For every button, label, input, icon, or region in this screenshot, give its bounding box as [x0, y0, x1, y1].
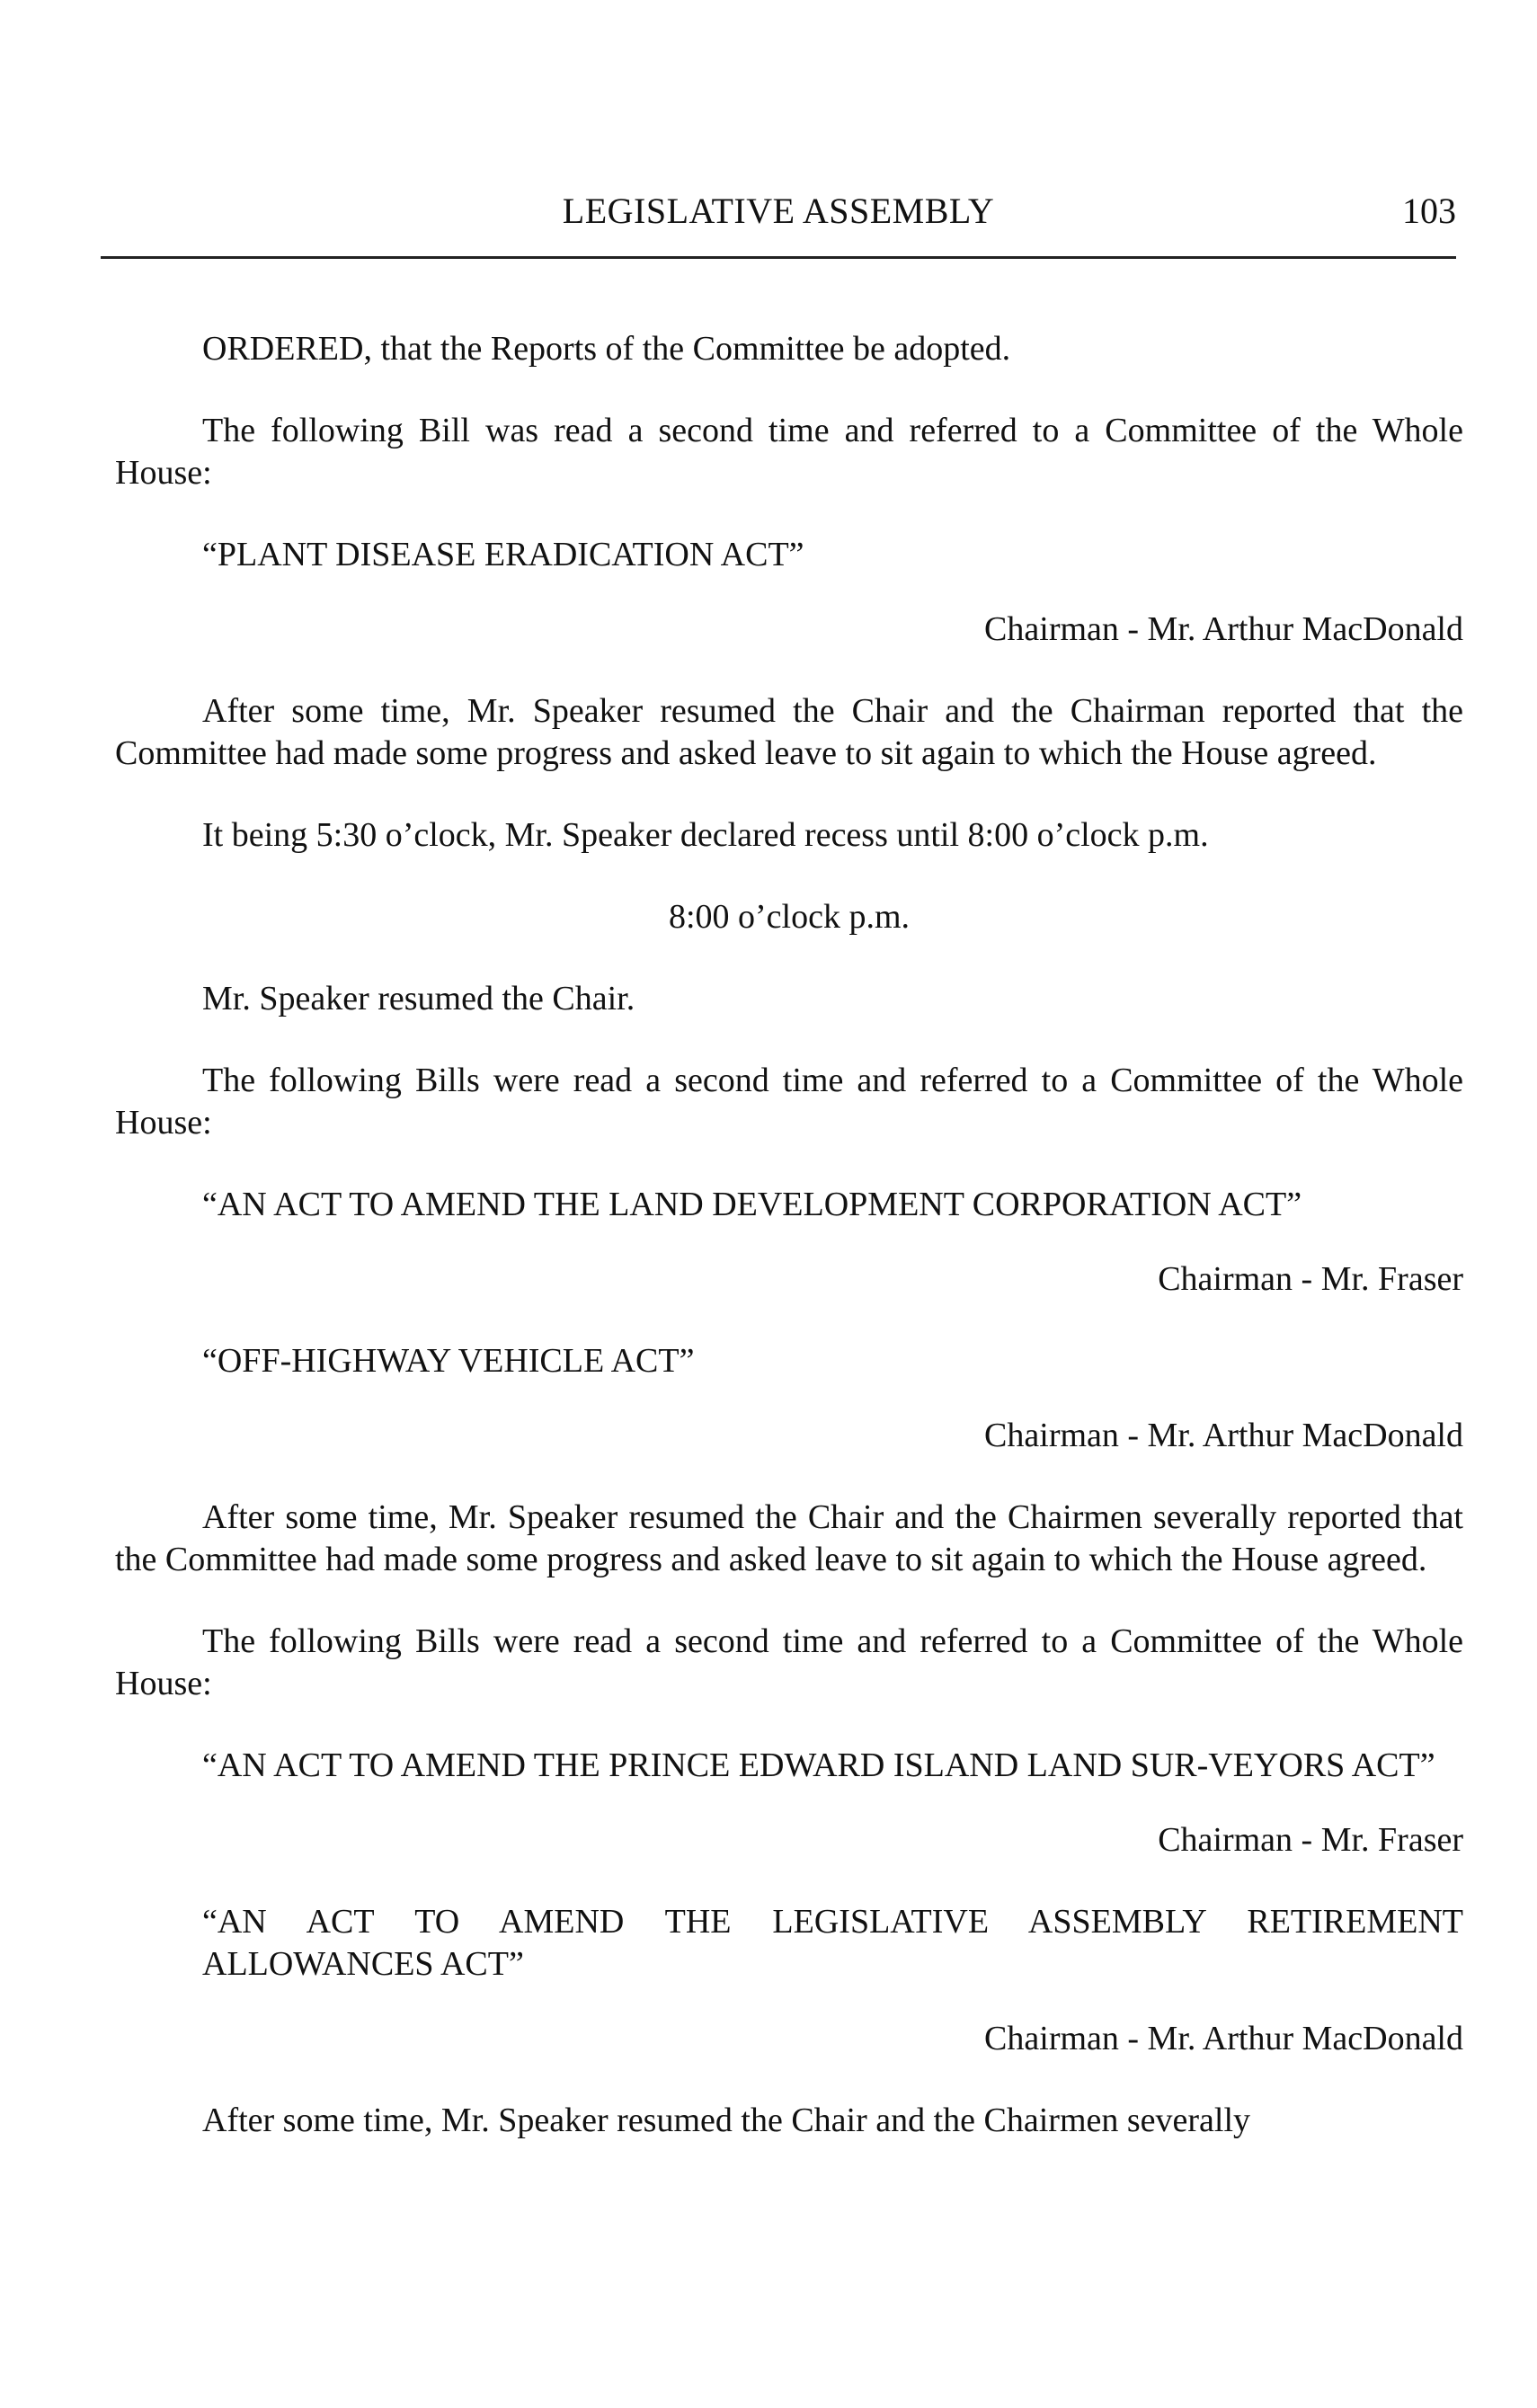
bill-title: “AN ACT TO AMEND THE LEGISLATIVE ASSEMBLY RETIREMENT ALLOWANCES ACT”: [202, 1903, 1463, 1983]
bill-title: “PLANT DISEASE ERADICATION ACT”: [202, 536, 804, 573]
chairman-line: Chairman - Mr. Fraser: [1158, 1821, 1463, 1859]
order-paragraph: ORDERED, that the Reports of the Committee be adopted.: [202, 330, 1011, 368]
page-body: [115, 328, 1463, 2142]
header-title: LEGISLATIVE ASSEMBLY: [562, 191, 995, 231]
bill-title: “AN ACT TO AMEND THE PRINCE EDWARD ISLAND LAND SUR-VEYORS ACT”: [202, 1746, 1435, 1784]
bill-reading-paragraph: The following Bill was read a second time and referred to a Committee of the Whole House:: [115, 412, 1463, 492]
progress-paragraph: After some time, Mr. Speaker resumed the Chair and the Chairmen severally: [202, 2101, 1251, 2139]
bill-reading-paragraph: The following Bills were read a second time and referred to a Committee of the Whole House:: [115, 1622, 1463, 1702]
bill-title: “AN ACT TO AMEND THE LAND DEVELOPMENT CORPORATION ACT”: [202, 1186, 1302, 1223]
bill-title: “OFF-HIGHWAY VEHICLE ACT”: [202, 1342, 695, 1380]
progress-paragraph: After some time, Mr. Speaker resumed the Chair and the Chairman reported that the Committee had made some progress and asked leave to sit again to which the House agreed.: [115, 692, 1463, 772]
progress-paragraph: After some time, Mr. Speaker resumed the Chair and the Chairmen severally reported that the Committee had made some progress and asked leave to sit again to which the House agreed.: [115, 1498, 1463, 1578]
chairman-line: Chairman - Mr. Arthur MacDonald: [984, 2020, 1463, 2057]
chairman-line: Chairman - Mr. Arthur MacDonald: [984, 1417, 1463, 1454]
chairman-line: Chairman - Mr. Arthur MacDonald: [984, 610, 1463, 648]
page-header: [101, 184, 1456, 259]
bill-reading-paragraph: The following Bills were read a second time and referred to a Committee of the Whole House:: [115, 1062, 1463, 1142]
recess-paragraph: It being 5:30 o’clock, Mr. Speaker declared recess until 8:00 o’clock p.m.: [202, 816, 1209, 854]
chairman-line: Chairman - Mr. Fraser: [1158, 1260, 1463, 1298]
page-number: 103: [1402, 191, 1456, 231]
time-heading: 8:00 o’clock p.m.: [668, 898, 911, 936]
resume-paragraph: Mr. Speaker resumed the Chair.: [202, 980, 635, 1017]
